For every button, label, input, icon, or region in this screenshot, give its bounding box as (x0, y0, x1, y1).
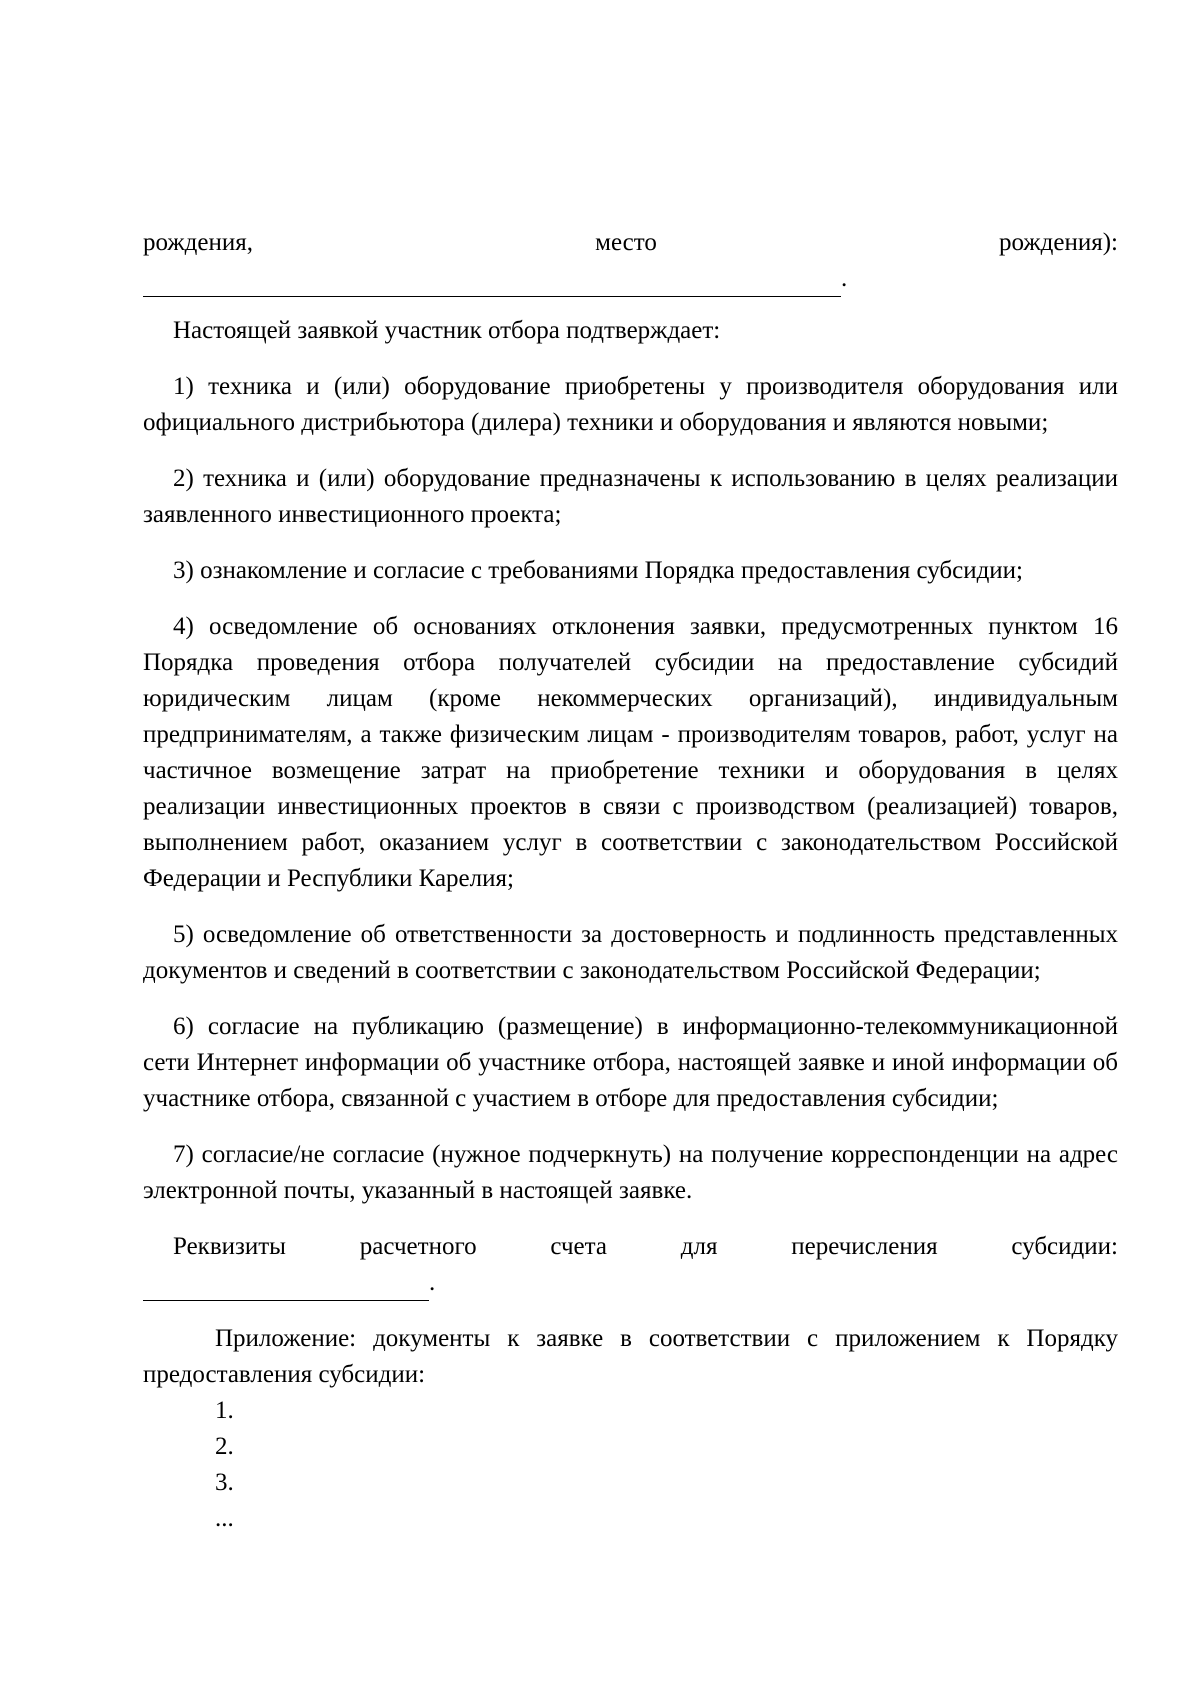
item-number: 7) (173, 1141, 194, 1168)
item-number: 6) (173, 1013, 194, 1040)
item-number: 2) (173, 465, 194, 492)
attachment-list-item: 3. (215, 1469, 234, 1496)
requisites-word: счета (550, 1233, 607, 1260)
confirmation-item-2 (143, 461, 1118, 533)
item-number: 4) (173, 613, 194, 640)
requisites-blank-line (143, 1265, 1118, 1301)
confirmation-item-1 (143, 369, 1118, 441)
requisites-period: . (429, 1269, 436, 1296)
item-number: 5) (173, 921, 194, 948)
requisites-word: субсидии: (1011, 1233, 1118, 1260)
birth-info-line (143, 225, 1118, 261)
item-text: техника и (или) оборудование приобретены у производителя оборудования или официального дистрибьютора (дилера) техники и оборудования и являются новыми; (143, 373, 1119, 436)
confirmation-item-4 (143, 609, 1118, 897)
attachment-paragraph: Приложение: документы к заявке в соответствии с приложением к Порядку предоставления субсидии: (143, 1325, 1118, 1388)
confirmation-item-5 (143, 917, 1118, 989)
confirmation-item-6 (143, 1009, 1118, 1117)
item-text: осведомление об основаниях отклонения заявки, предусмотренных пунктом 16 Порядка проведения отбора получателей субсидии на предоставление субсидий юридическим лицам (кроме некоммерческих организаций), индивидуальным предпринимателям, а также физическим лицам - производителям товаров, работ, услуг на частичное возмещение затрат на приобретение техники и оборудования в целях реализации инвестиционных проектов в связи с производством (реализацией) товаров, выполнением работ, оказанием услуг в соответствии с законодательством Российской Федерации и Республики Карелия; (143, 613, 1119, 892)
confirmation-item-3 (143, 553, 1118, 589)
birth-info-fill-field[interactable] (143, 270, 841, 297)
item-text: согласие на публикацию (размещение) в информационно-телекоммуникационной сети Интернет информации об участнике отбора, настоящей заявке и иной информации об участнике отбора, связанной с участием в отборе для предоставления субсидии; (143, 1013, 1118, 1112)
bank-requisites-section (143, 1229, 1118, 1301)
requisites-word: расчетного (359, 1233, 477, 1260)
requisites-word: для (680, 1233, 718, 1260)
item-text: ознакомление и согласие с требованиями Порядка предоставления субсидии; (200, 557, 1024, 584)
bank-requisites-line (143, 1229, 1118, 1265)
attachment-list-item: 2. (215, 1433, 234, 1460)
confirmation-item-7 (143, 1137, 1118, 1209)
attachment-list-item: ... (215, 1505, 234, 1532)
confirmation-intro: Настоящей заявкой участник отбора подтверждает: (173, 317, 721, 344)
requisites-fill-field[interactable] (143, 1274, 429, 1301)
item-text: согласие/не согласие (нужное подчеркнуть) на получение корреспонденции на адрес электронной почты, указанный в настоящей заявке. (143, 1141, 1119, 1204)
birth-info-period: . (841, 265, 848, 292)
document-page (143, 225, 1118, 1537)
requisites-word: Реквизиты (173, 1233, 286, 1260)
item-text: техника и (или) оборудование предназначены к использованию в целях реализации заявленного инвестиционного проекта; (143, 465, 1119, 528)
birth-info-blank-line (143, 261, 1118, 297)
item-number: 3) (173, 557, 194, 584)
attachment-list-item: 1. (215, 1397, 234, 1424)
birthplace-label: место (595, 229, 657, 256)
birth-date-label: рождения, (143, 229, 253, 256)
birthplace-label-end: рождения): (999, 229, 1118, 256)
attachment-list (143, 1393, 1118, 1537)
item-text: осведомление об ответственности за достоверность и подлинность представленных документов и сведений в соответствии с законодательством Российской Федерации; (143, 921, 1119, 984)
item-number: 1) (173, 373, 194, 400)
requisites-word: перечисления (791, 1233, 938, 1260)
